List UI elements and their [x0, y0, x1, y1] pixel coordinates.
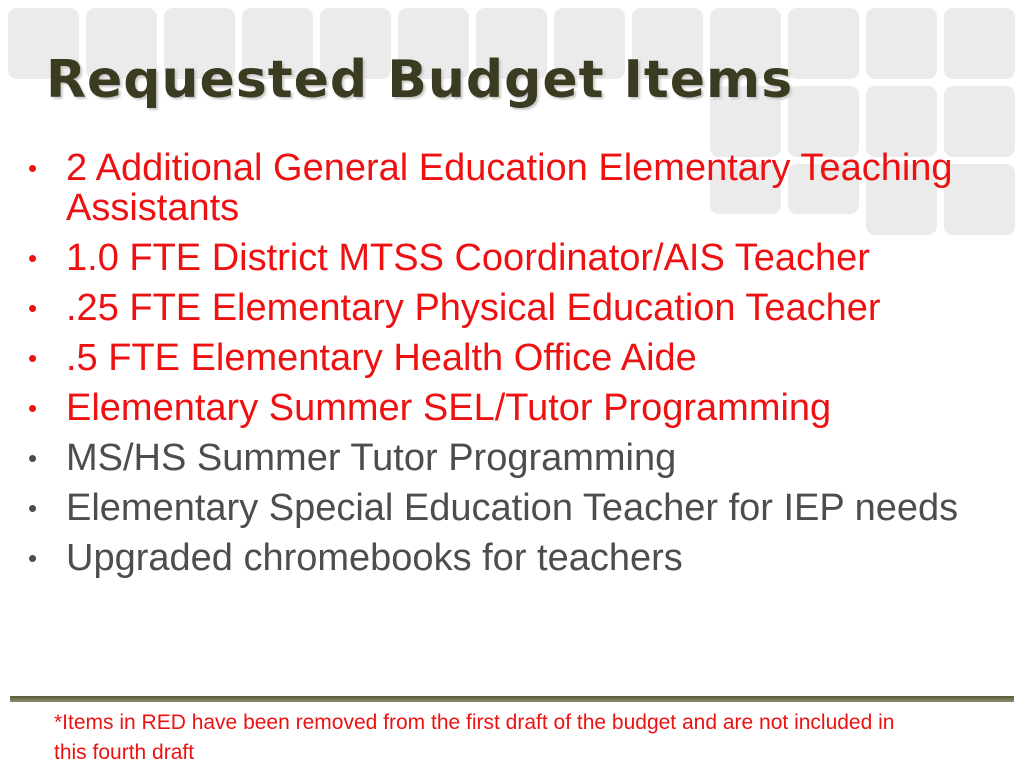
footnote: *Items in RED have been removed from the first draft of the budget and are not included in this fourth draft [54, 711, 895, 764]
background-tile [866, 8, 937, 79]
bullet-dot-icon: • [28, 293, 38, 323]
bullet-dot-icon: • [28, 493, 38, 523]
background-tile [944, 86, 1015, 157]
list-item-text: .25 FTE Elementary Physical Education Teacher [66, 287, 881, 329]
bullet-dot-icon: • [28, 393, 38, 423]
budget-items-list [26, 148, 1016, 588]
list-item-text: 1.0 FTE District MTSS Coordinator/AIS Teacher [66, 237, 870, 279]
list-item [26, 388, 1016, 428]
list-item [26, 148, 1016, 228]
list-item [26, 288, 1016, 328]
bullet-dot-icon: • [28, 243, 38, 273]
list-item-text: Elementary Summer SEL/Tutor Programming [66, 387, 832, 429]
bullet-dot-icon: • [28, 443, 38, 473]
bullet-dot-icon: • [28, 543, 38, 573]
list-item-text: Upgraded chromebooks for teachers [66, 537, 683, 579]
list-item [26, 538, 1016, 578]
list-item-text: MS/HS Summer Tutor Programming [66, 437, 677, 479]
bullet-dot-icon: • [28, 343, 38, 373]
list-item [26, 488, 1016, 528]
list-item [26, 338, 1016, 378]
background-tile [788, 8, 859, 79]
list-item-text: .5 FTE Elementary Health Office Aide [66, 337, 697, 379]
list-item [26, 238, 1016, 278]
footer-divider [10, 696, 1014, 702]
list-item-text: 2 Additional General Education Elementary Teaching Assistants [66, 147, 953, 229]
background-tile [944, 8, 1015, 79]
list-item-text: Elementary Special Education Teacher for IEP needs [66, 487, 959, 529]
bullet-dot-icon: • [28, 153, 38, 183]
slide-title: Requested Budget Items [46, 50, 794, 110]
list-item [26, 438, 1016, 478]
